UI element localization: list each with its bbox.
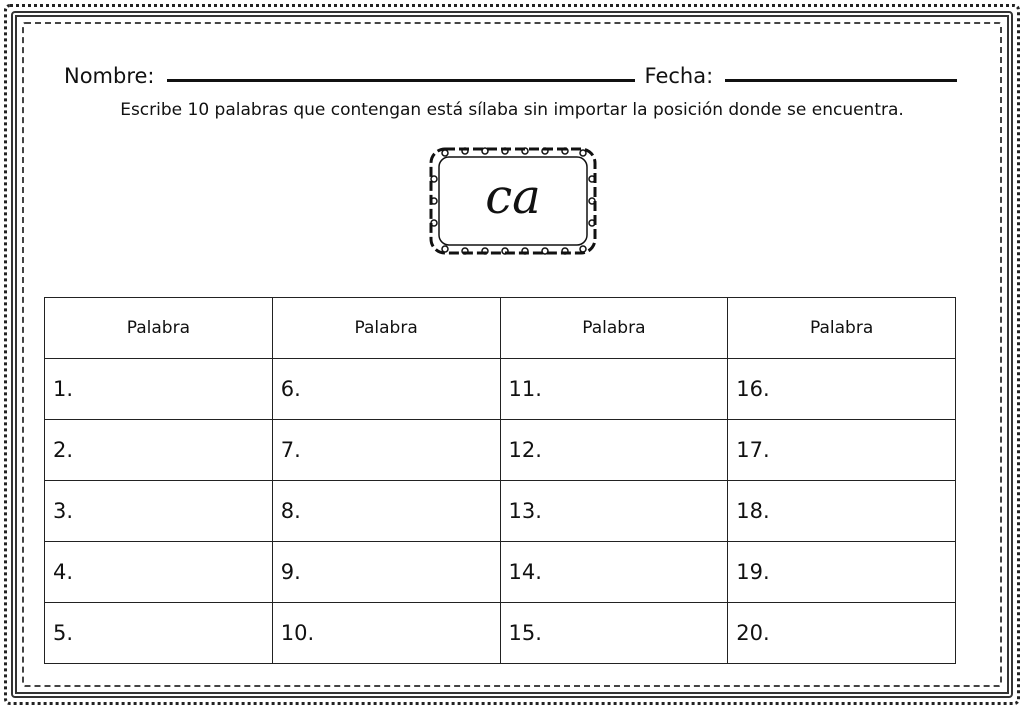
word-cell[interactable]: 14. bbox=[500, 542, 728, 603]
word-cell[interactable]: 17. bbox=[728, 420, 956, 481]
word-cell[interactable]: 3. bbox=[45, 481, 273, 542]
word-cell[interactable]: 6. bbox=[272, 359, 500, 420]
word-cell[interactable]: 8. bbox=[272, 481, 500, 542]
nombre-line[interactable] bbox=[167, 79, 635, 82]
table-row bbox=[45, 359, 956, 420]
fecha-line[interactable] bbox=[725, 79, 957, 82]
header-row bbox=[64, 58, 974, 88]
fecha-label: Fecha: bbox=[644, 64, 714, 88]
word-cell[interactable]: 16. bbox=[728, 359, 956, 420]
words-table bbox=[44, 297, 956, 664]
table-row bbox=[45, 420, 956, 481]
word-cell[interactable]: 19. bbox=[728, 542, 956, 603]
word-cell[interactable]: 12. bbox=[500, 420, 728, 481]
column-header: Palabra bbox=[272, 298, 500, 359]
word-cell[interactable]: 9. bbox=[272, 542, 500, 603]
word-cell[interactable]: 18. bbox=[728, 481, 956, 542]
word-cell[interactable]: 4. bbox=[45, 542, 273, 603]
word-cell[interactable]: 15. bbox=[500, 603, 728, 664]
word-cell[interactable]: 7. bbox=[272, 420, 500, 481]
syllable-text: ca bbox=[485, 169, 541, 225]
nombre-label: Nombre: bbox=[64, 64, 155, 88]
table-row bbox=[45, 603, 956, 664]
word-cell[interactable]: 11. bbox=[500, 359, 728, 420]
word-cell[interactable]: 10. bbox=[272, 603, 500, 664]
word-cell[interactable]: 13. bbox=[500, 481, 728, 542]
table-row bbox=[45, 481, 956, 542]
word-cell[interactable]: 2. bbox=[45, 420, 273, 481]
column-header: Palabra bbox=[728, 298, 956, 359]
column-header: Palabra bbox=[500, 298, 728, 359]
word-cell[interactable]: 5. bbox=[45, 603, 273, 664]
word-cell[interactable]: 1. bbox=[45, 359, 273, 420]
syllable-box bbox=[425, 143, 601, 259]
word-cell[interactable]: 20. bbox=[728, 603, 956, 664]
table-row bbox=[45, 542, 956, 603]
instructions-text: Escribe 10 palabras que contengan está sílaba sin importar la posición donde se encuentra. bbox=[120, 100, 904, 120]
table-header-row bbox=[45, 298, 956, 359]
column-header: Palabra bbox=[45, 298, 273, 359]
